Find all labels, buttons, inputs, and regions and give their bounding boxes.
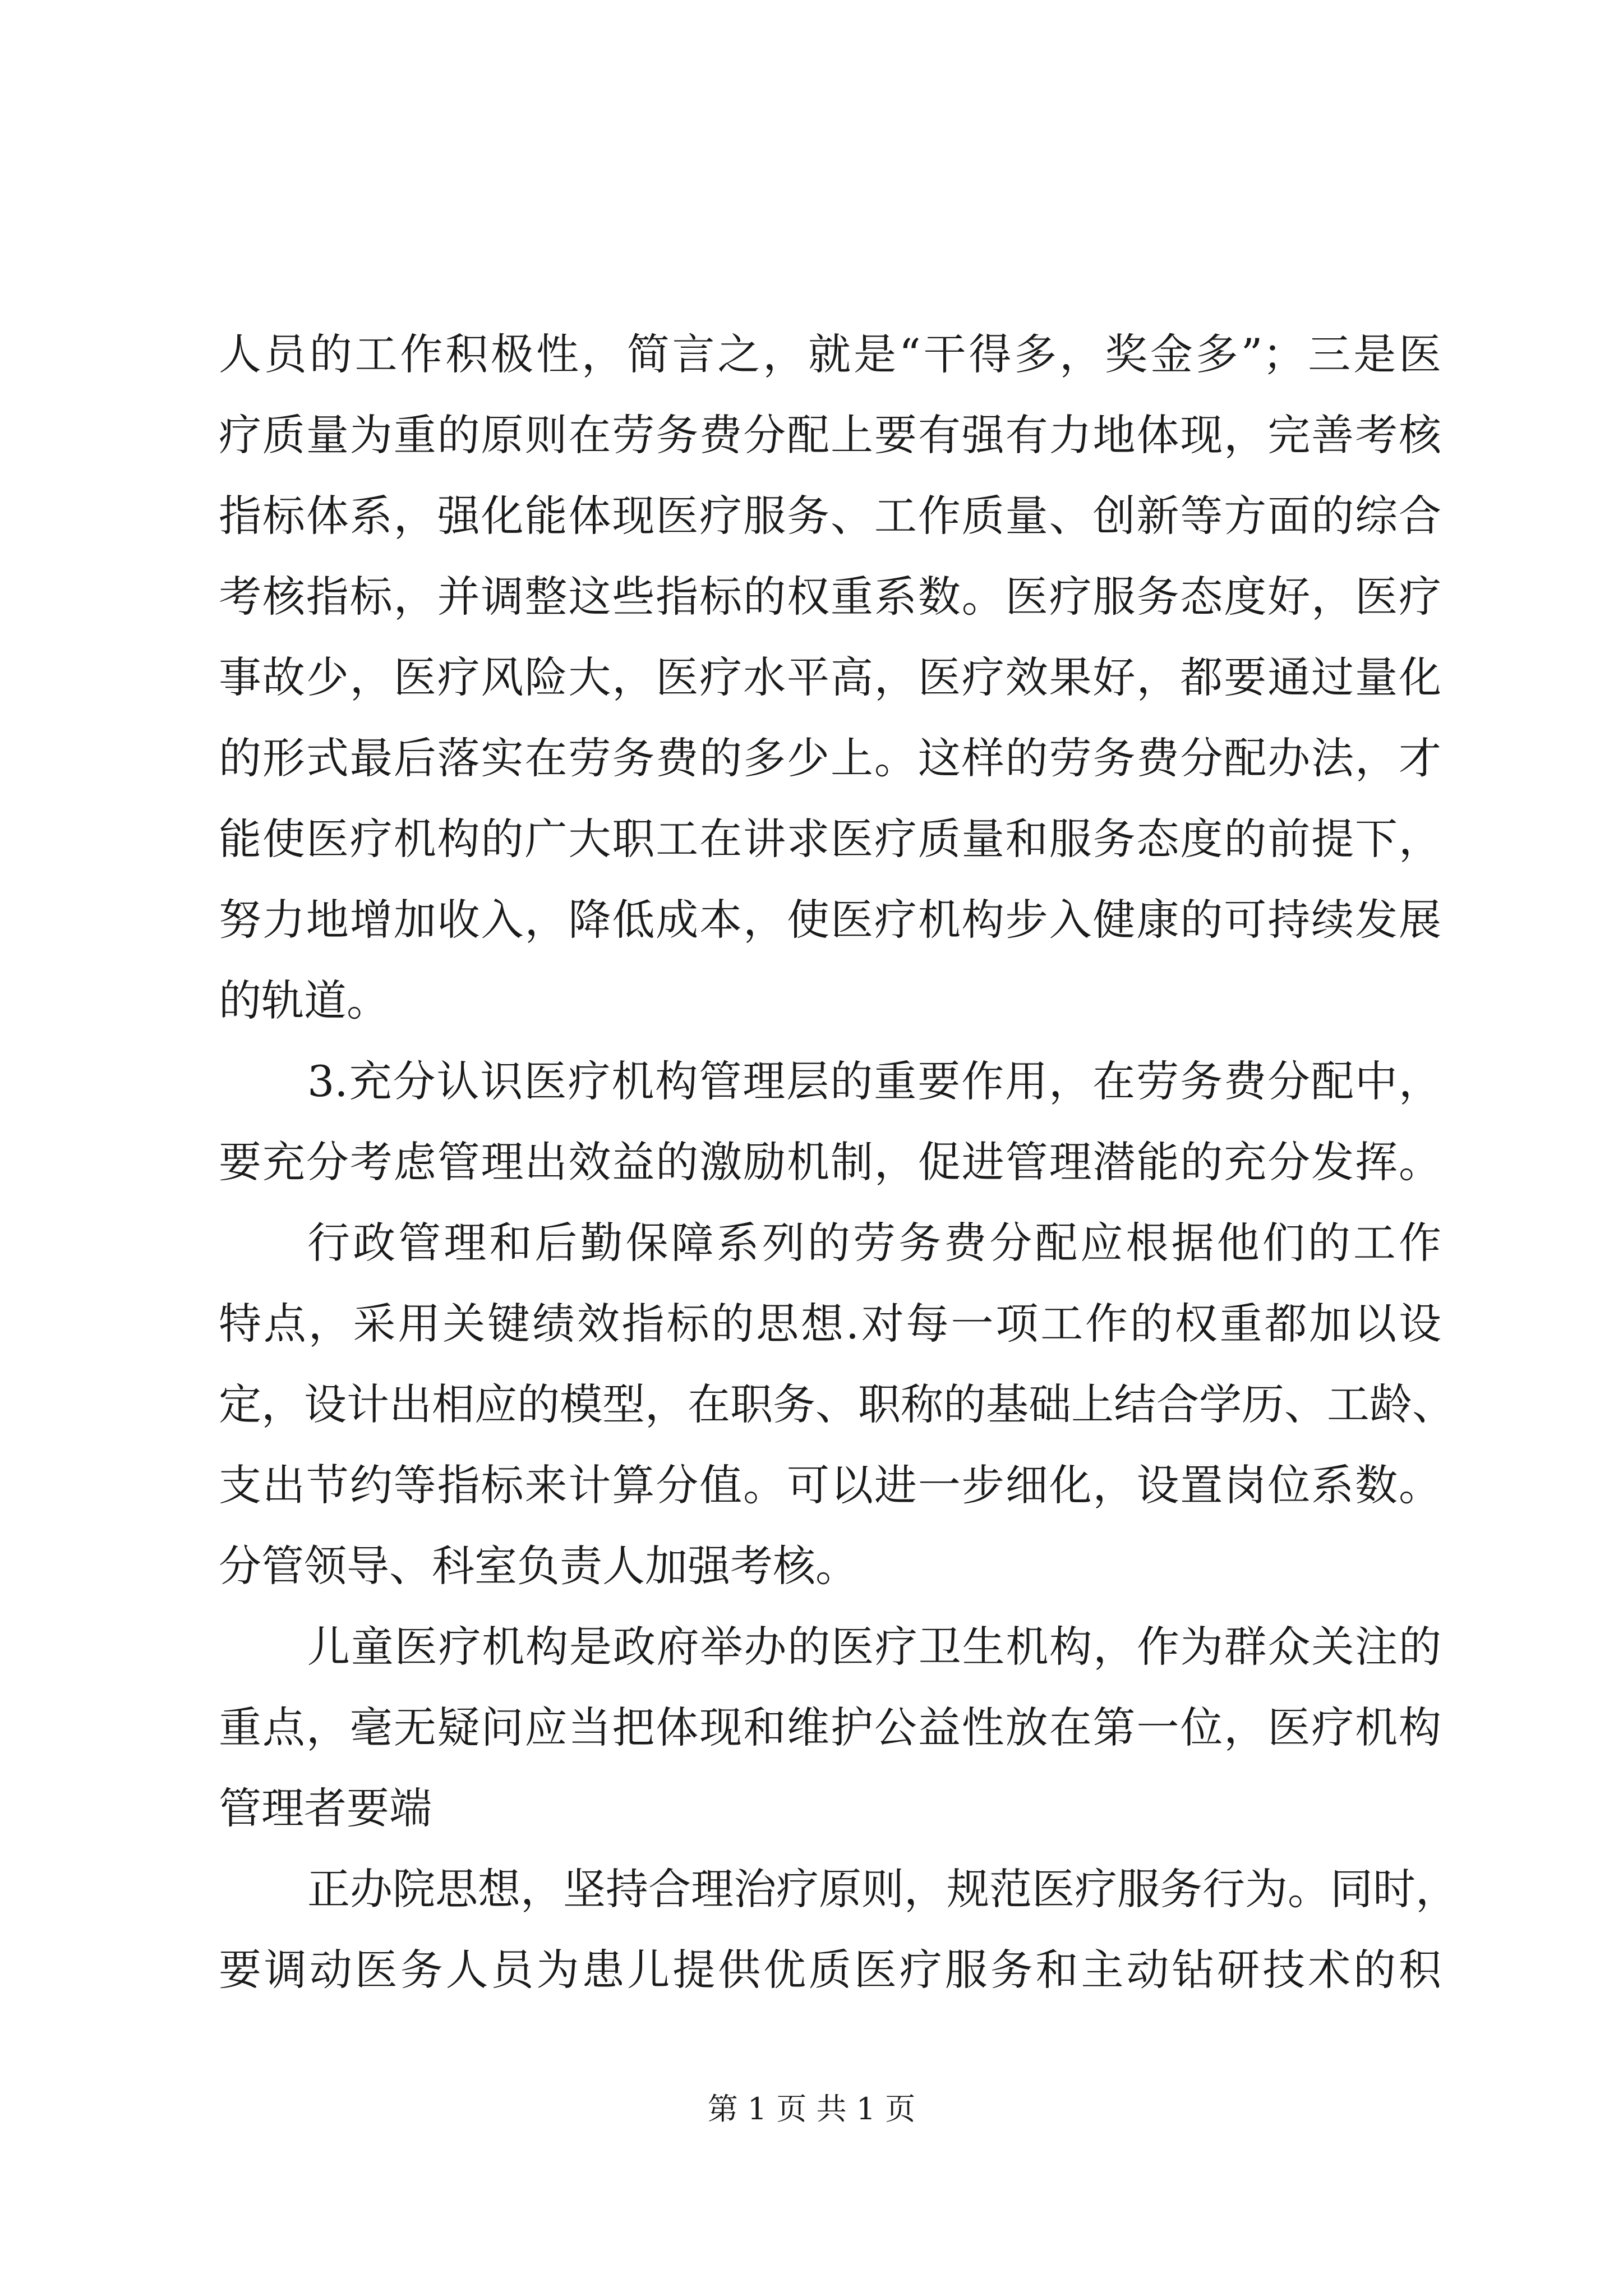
text-line: 特点，采用关键绩效指标的思想.对每一项工作的权重都加以设 <box>219 1299 1441 1349</box>
page-number-footer: 第 1 页 共 1 页 <box>707 2091 916 2127</box>
text-line: 人员的工作积极性，简言之，就是“干得多，奖金多”；三是医 <box>219 329 1441 379</box>
text-line: 努力地增加收入，降低成本，使医疗机构步入健康的可持续发展 <box>219 895 1441 945</box>
paragraph-start-line: 行政管理和后勤保障系列的劳务费分配应根据他们的工作 <box>307 1218 1441 1268</box>
text-line: 疗质量为重的原则在劳务费分配上要有强有力地体现，完善考核 <box>219 410 1441 460</box>
text-line: 的轨道。 <box>219 976 389 1025</box>
text-line: 能使医疗机构的广大职工在讲求医疗质量和服务态度的前提下， <box>219 814 1441 864</box>
text-line: 定，设计出相应的模型，在职务、职称的基础上结合学历、工龄、 <box>219 1379 1455 1429</box>
text-line: 要调动医务人员为患儿提供优质医疗服务和主动钻研技术的积 <box>219 1945 1441 1995</box>
text-line: 指标体系，强化能体现医疗服务、工作质量、创新等方面的综合 <box>219 491 1441 541</box>
paragraph-start-line: 正办院思想，坚持合理治疗原则，规范医疗服务行为。同时， <box>307 1864 1458 1914</box>
text-line: 要充分考虑管理出效益的激励机制，促进管理潜能的充分发挥。 <box>219 1137 1441 1187</box>
paragraph-start-line: 3.充分认识医疗机构管理层的重要作用，在劳务费分配中， <box>307 1056 1441 1106</box>
text-line: 管理者要端 <box>219 1783 432 1833</box>
text-line: 支出节约等指标来计算分值。可以进一步细化，设置岗位系数。 <box>219 1460 1441 1510</box>
text-line: 分管领导、科室负责人加强考核。 <box>219 1541 858 1591</box>
text-line: 重点，毫无疑问应当把体现和维护公益性放在第一位，医疗机构 <box>219 1703 1441 1752</box>
text-line: 的形式最后落实在劳务费的多少上。这样的劳务费分配办法，才 <box>219 733 1441 783</box>
paragraph-start-line: 儿童医疗机构是政府举办的医疗卫生机构，作为群众关注的 <box>307 1622 1441 1672</box>
text-line: 考核指标，并调整这些指标的权重系数。医疗服务态度好，医疗 <box>219 572 1441 622</box>
text-line: 事故少，医疗风险大，医疗水平高，医疗效果好，都要通过量化 <box>219 652 1441 702</box>
